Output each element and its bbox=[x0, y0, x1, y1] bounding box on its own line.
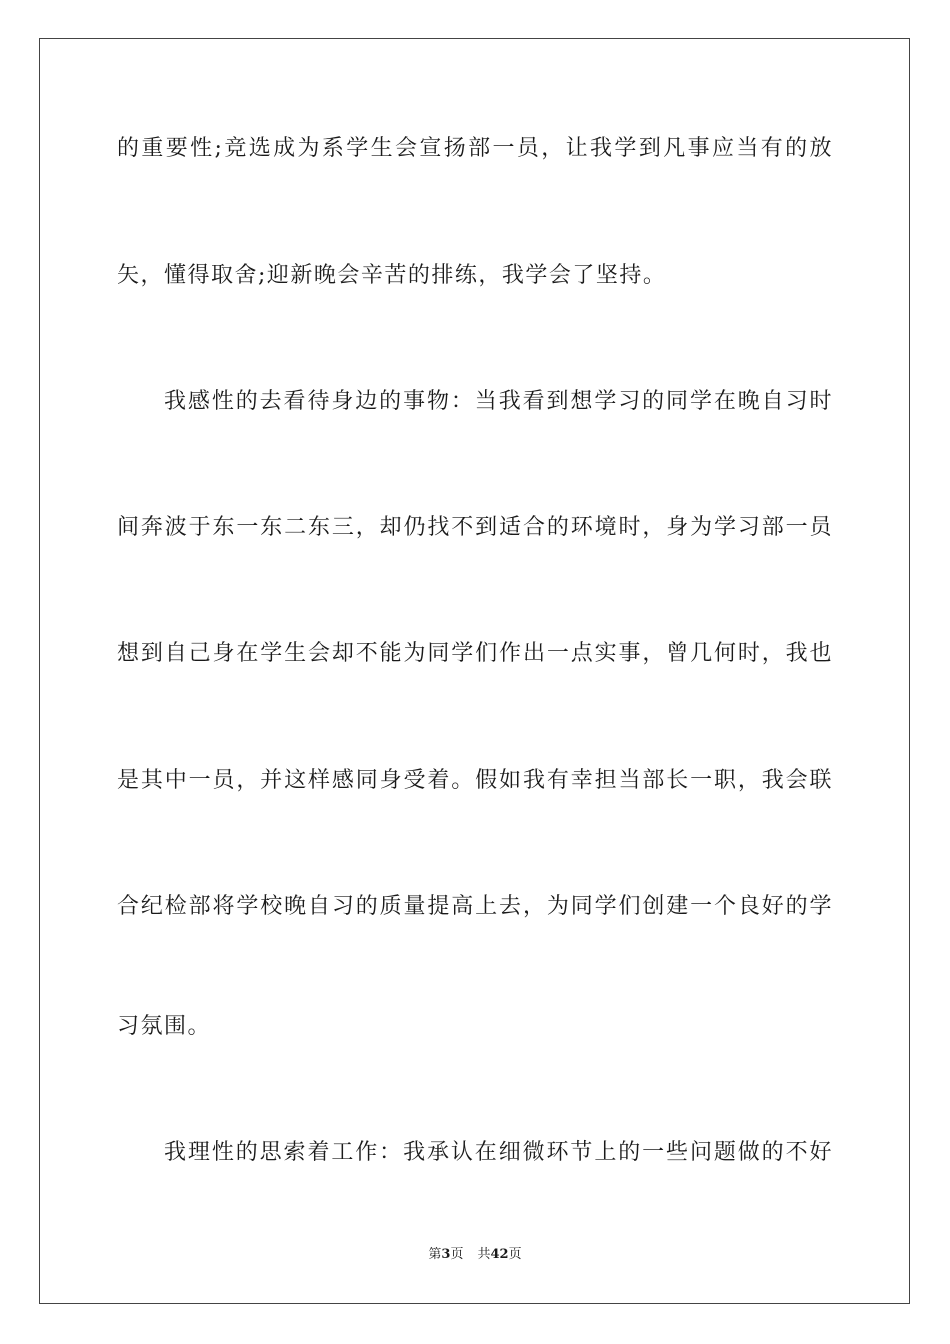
page-footer bbox=[0, 1246, 950, 1264]
body-line-2: 矢，懂得取舍;迎新晚会辛苦的排练，我学会了坚持。 bbox=[117, 263, 667, 288]
body-line-7: 合纪检部将学校晚自习的质量提高上去，为同学们创建一个良好的学 bbox=[117, 894, 833, 919]
page-suffix: 页 bbox=[450, 1247, 464, 1262]
body-line-3: 我感性的去看待身边的事物：当我看到想学习的同学在晚自习时 bbox=[164, 389, 833, 414]
body-line-9: 我理性的思索着工作：我承认在细微环节上的一些问题做的不好 bbox=[164, 1140, 833, 1165]
body-line-1: 的重要性;竞选成为系学生会宣扬部一员，让我学到凡事应当有的放 bbox=[117, 136, 833, 161]
body-line-8: 习氛围。 bbox=[117, 1014, 212, 1039]
body-line-6: 是其中一员，并这样感同身受着。假如我有幸担当部长一职，我会联 bbox=[117, 768, 833, 793]
body-line-5: 想到自己身在学生会却不能为同学们作出一点实事，曾几何时，我也 bbox=[117, 641, 833, 666]
total-suffix: 页 bbox=[508, 1247, 522, 1262]
total-pages: 42 bbox=[490, 1247, 509, 1262]
page-prefix: 第 bbox=[428, 1247, 442, 1262]
page-number: 3 bbox=[441, 1247, 451, 1262]
body-line-4: 间奔波于东一东二东三，却仍找不到适合的环境时，身为学习部一员 bbox=[117, 515, 833, 540]
total-prefix: 共 bbox=[477, 1247, 491, 1262]
